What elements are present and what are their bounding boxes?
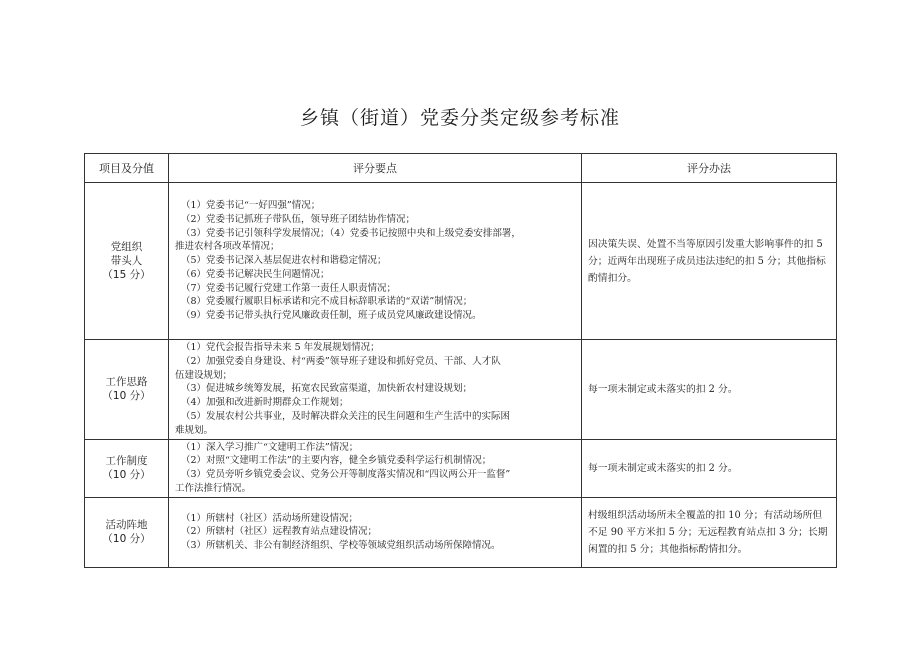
point-line: （2）加强党委自身建设、村“两委”领导班子建设和抓好党员、干部、人才队 — [181, 355, 501, 367]
point-line: （1）党代会报告指导未来 5 年发展规划情况； — [181, 342, 380, 353]
item-name: 带头人 — [110, 255, 143, 267]
table-row — [85, 439, 837, 497]
item-score: （10 分） — [102, 469, 151, 482]
item-score: （10 分） — [102, 390, 151, 403]
header-points: 评分要点 — [169, 154, 582, 183]
point-line: （5）发展农村公共事业，及时解决群众关注的民生问题和生产生活中的实际困 — [181, 410, 511, 422]
points-cell — [169, 183, 582, 340]
point-line: （6）党委书记解决民生问题情况； — [181, 268, 330, 280]
point-line: （8）党委履行履职目标承诺和完不成目标辞职承诺的“双诺”制情况； — [181, 296, 473, 308]
document-title: 乡镇（街道）党委分类定级参考标准 — [299, 107, 620, 129]
item-cell — [85, 497, 169, 567]
method-cell: 因决策失误、处置不当等原因引发重大影响事件的扣 5 分；近两年出现班子成员违法违纪的扣 5 分；其他指标酌情扣分。 — [582, 183, 837, 340]
table-row — [85, 497, 837, 567]
points-cell — [169, 497, 582, 567]
point-line: 伍建设规划； — [175, 369, 233, 381]
point-line: （2）对照“文建明工作法”的主要内容，健全乡镇党委科学运行机制情况； — [181, 455, 492, 467]
point-line: （9）党委书记带头执行党风廉政责任制，班子成员党风廉政建设情况。 — [181, 310, 482, 322]
point-line: （2）党委书记抓班子带队伍，领导班子团结协作情况； — [181, 213, 416, 225]
point-line: 工作法推行情况。 — [175, 482, 252, 494]
point-line: （1）所辖村（社区）活动场所建设情况； — [181, 512, 359, 524]
table-header-row — [85, 154, 837, 183]
item-cell — [85, 340, 169, 440]
point-line: （5）党委书记深入基层促进农村和谐稳定情况； — [181, 255, 387, 267]
table-row — [85, 340, 837, 440]
point-line: 难规划。 — [175, 424, 214, 436]
point-line: （2）所辖村（社区）远程教育站点建设情况； — [181, 526, 378, 538]
item-name: 工作制度 — [105, 455, 148, 468]
method-cell: 每一项未制定或未落实的扣 2 分。 — [582, 439, 837, 497]
point-line: （1）深入学习推广“文建明工作法”情况； — [181, 441, 359, 453]
item-score: （10 分） — [102, 533, 151, 546]
points-cell — [169, 439, 582, 497]
point-line: （1）党委书记“一好四强”情况； — [181, 199, 321, 211]
point-line: （3）促进城乡统筹发展，拓宽农民致富渠道，加快新农村建设规划； — [181, 383, 473, 395]
item-cell — [85, 439, 169, 497]
header-item: 项目及分值 — [85, 154, 169, 183]
method-cell: 村级组织活动场所未全覆盖的扣 10 分；有活动场所但不足 90 平方米扣 5 分；无远程教育站点扣 3 分；长期闲置的扣 5 分；其他指标酌情扣分。 — [582, 497, 837, 567]
header-method: 评分办法 — [582, 154, 837, 183]
item-name: 工作思路 — [105, 376, 148, 389]
table-row — [85, 183, 837, 340]
point-line: （3）党委书记引领科学发展情况；（4）党委书记按照中央和上级党委安排部署， — [181, 227, 521, 239]
item-score: （15 分） — [102, 269, 151, 281]
standards-table — [84, 153, 837, 568]
method-cell: 每一项未制定或未落实的扣 2 分。 — [582, 340, 837, 440]
point-line: （4）加强和改进新时期群众工作规划； — [181, 397, 349, 409]
point-line: 推进农村各项改革情况； — [175, 241, 280, 253]
item-name: 活动阵地 — [105, 519, 148, 532]
points-cell — [169, 340, 582, 440]
point-line: （3）所辖机关、非公有制经济组织、学校等领域党组织活动场所保障情况。 — [181, 540, 501, 552]
item-cell — [85, 183, 169, 340]
point-line: （7）党委书记履行党建工作第一责任人职责情况； — [181, 282, 397, 294]
item-name: 党组织 — [110, 241, 143, 253]
point-line: （3）党员旁听乡镇党委会议、党务公开等制度落实情况和“四议两公开一监督” — [181, 469, 511, 481]
